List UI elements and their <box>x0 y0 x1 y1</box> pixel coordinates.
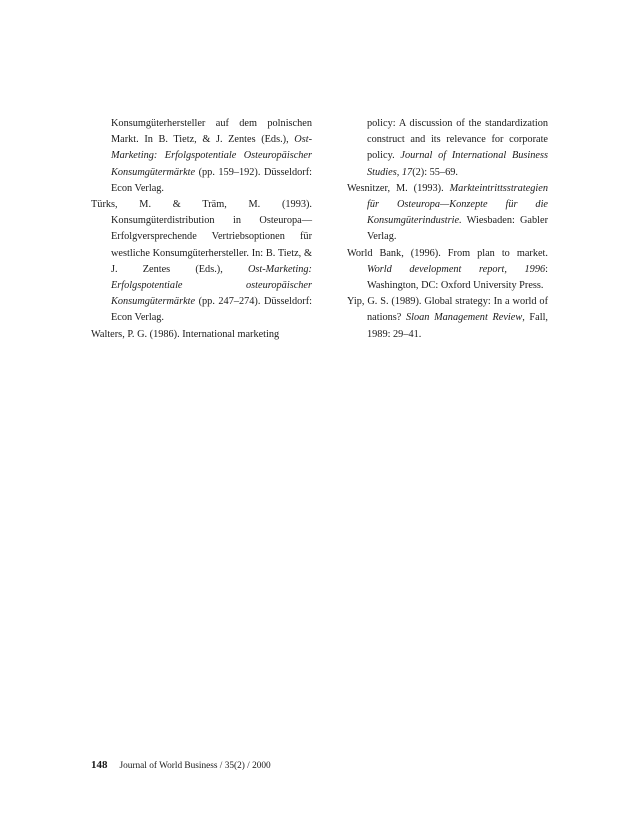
reference-entry <box>91 327 312 343</box>
page-footer <box>91 759 271 771</box>
reference-text: World Bank, (1996). From plan to market. <box>347 247 548 259</box>
reference-text: : Washington, DC: Oxford University Press. <box>367 263 548 292</box>
reference-entry <box>347 246 548 295</box>
reference-text: policy: A discussion of the standardization construct and its relevance for corporate policy. <box>367 118 548 162</box>
reference-text: Walters, P. G. (1986). International marketing <box>91 328 280 340</box>
reference-column-left <box>91 116 312 343</box>
reference-title: Journal of International Business Studies, 17 <box>367 150 548 178</box>
reference-title: Sloan Management Review <box>405 312 523 324</box>
reference-entry <box>91 116 312 197</box>
reference-title: Markteintrittsstrategien für Osteuropa—Konzepte für die Konsumgüterindustrie. <box>367 182 548 227</box>
reference-column-right <box>347 116 548 343</box>
page-number: 148 <box>91 759 108 771</box>
reference-text: (pp. 159–192). Düsseldorf: Econ Verlag. <box>111 166 312 194</box>
reference-title: World development report, 1996 <box>367 263 546 275</box>
reference-entry <box>347 181 548 246</box>
reference-text: Wesnitzer, M. (1993). <box>347 182 450 194</box>
reference-entry <box>91 197 312 327</box>
reference-text: Wiesbaden: Gabler Verlag. <box>367 215 548 243</box>
reference-text: Konsumgüterhersteller auf dem polnischen Markt. In B. Tietz, & J. Zentes (Eds.), <box>111 118 312 146</box>
reference-title: Ost-Marketing: Erfolgspotentiale Osteuropäischer Konsumgütermärkte <box>111 134 312 178</box>
reference-entry <box>347 116 548 181</box>
reference-entry <box>347 294 548 343</box>
reference-title: Ost-Marketing: Erfolgspotentiale osteuropäischer Konsumgütermärkte <box>111 263 312 308</box>
reference-text: (2): 55–69. <box>412 166 458 178</box>
reference-text: Türks, M. & Träm, M. (1993). Konsumgüterdistribution in Osteuropa—Erfolgversprechende Vertriebsoptionen für westliche Konsumgüterhersteller. In: B. Tietz, & J. Zentes (Eds.), <box>91 199 312 275</box>
reference-text: , Fall, 1989: 29–41. <box>367 312 549 340</box>
reference-text: (pp. 247–274). Düsseldorf: Econ Verlag. <box>111 296 312 324</box>
reference-text: Yip, G. S. (1989). Global strategy: In a world of nations? <box>347 296 548 324</box>
journal-citation: Journal of World Business / 35(2) / 2000 <box>119 761 271 771</box>
